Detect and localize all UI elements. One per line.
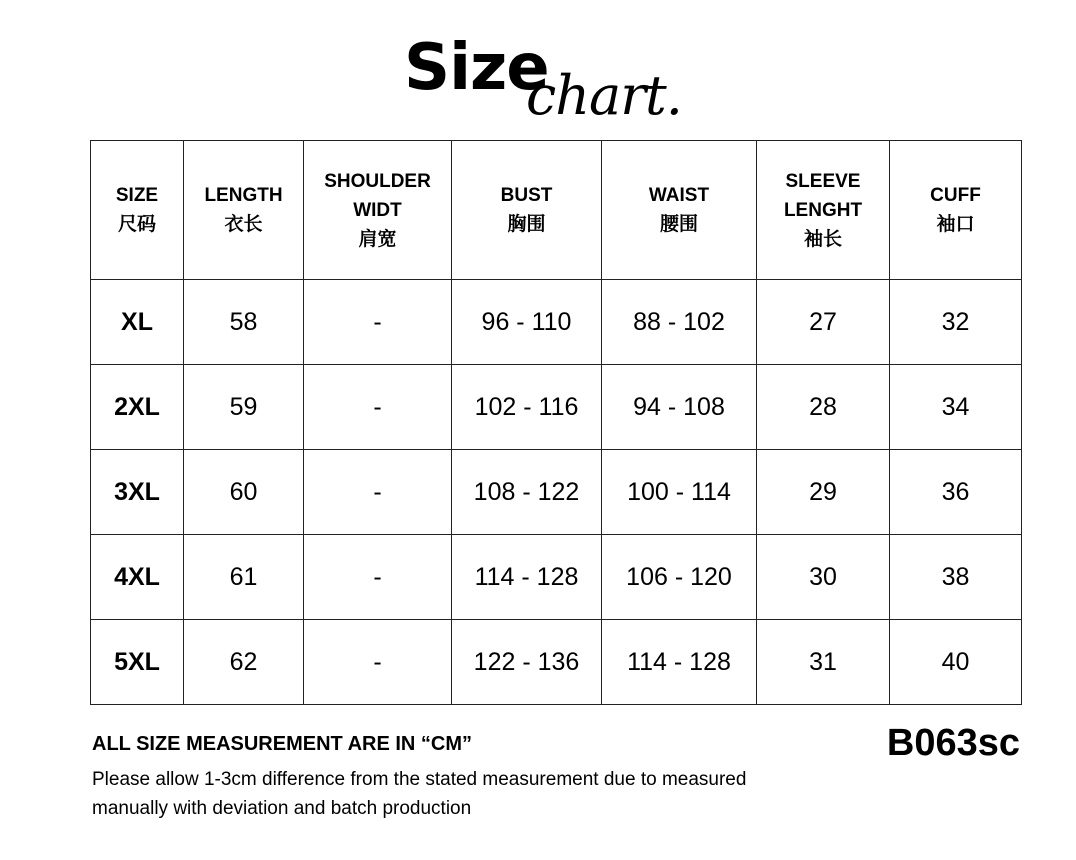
cell-waist: 114 - 128	[602, 620, 757, 705]
cell-shoulder-width: -	[304, 365, 452, 450]
cell-sleeve-length: 31	[757, 620, 890, 705]
cell-cuff: 32	[890, 280, 1022, 365]
header-sleeve-length: SLEEVE LENGHT 袖长	[757, 141, 890, 280]
table-row	[91, 620, 1022, 705]
cell-size: XL	[91, 280, 184, 365]
cell-shoulder-width: -	[304, 620, 452, 705]
units-note: ALL SIZE MEASUREMENT ARE IN “CM”	[92, 733, 473, 755]
cell-waist: 100 - 114	[602, 450, 757, 535]
cell-bust: 96 - 110	[452, 280, 602, 365]
header-size: SIZE 尺码	[91, 141, 184, 280]
header-shoulder-width: SHOULDER WIDT 肩宽	[304, 141, 452, 280]
cell-sleeve-length: 30	[757, 535, 890, 620]
cell-size: 5XL	[91, 620, 184, 705]
size-table	[90, 140, 1022, 705]
table-header-row	[91, 141, 1022, 280]
cell-size: 2XL	[91, 365, 184, 450]
cell-shoulder-width: -	[304, 535, 452, 620]
product-code: B063sc	[886, 722, 1020, 764]
table-row	[91, 365, 1022, 450]
footer-notes	[92, 731, 852, 823]
cell-cuff: 38	[890, 535, 1022, 620]
measurement-disclaimer: Please allow 1-3cm difference from the stated measurement due to measured manually with deviation and batch production	[92, 769, 747, 819]
cell-length: 59	[184, 365, 304, 450]
header-cuff: CUFF 袖口	[890, 141, 1022, 280]
cell-cuff: 40	[890, 620, 1022, 705]
header-waist: WAIST 腰围	[602, 141, 757, 280]
title-chart-word: chart.	[526, 64, 682, 127]
cell-length: 62	[184, 620, 304, 705]
size-chart-title	[0, 28, 1076, 138]
cell-size: 4XL	[91, 535, 184, 620]
cell-waist: 106 - 120	[602, 535, 757, 620]
cell-bust: 108 - 122	[452, 450, 602, 535]
cell-cuff: 36	[890, 450, 1022, 535]
cell-bust: 114 - 128	[452, 535, 602, 620]
cell-shoulder-width: -	[304, 450, 452, 535]
cell-shoulder-width: -	[304, 280, 452, 365]
table-row	[91, 450, 1022, 535]
cell-waist: 88 - 102	[602, 280, 757, 365]
cell-cuff: 34	[890, 365, 1022, 450]
cell-length: 60	[184, 450, 304, 535]
header-bust: BUST 胸围	[452, 141, 602, 280]
table-row	[91, 280, 1022, 365]
header-length: LENGTH 衣长	[184, 141, 304, 280]
cell-length: 61	[184, 535, 304, 620]
cell-sleeve-length: 27	[757, 280, 890, 365]
cell-sleeve-length: 29	[757, 450, 890, 535]
cell-waist: 94 - 108	[602, 365, 757, 450]
cell-length: 58	[184, 280, 304, 365]
cell-sleeve-length: 28	[757, 365, 890, 450]
title-size-word: Size	[404, 31, 549, 105]
cell-bust: 102 - 116	[452, 365, 602, 450]
cell-bust: 122 - 136	[452, 620, 602, 705]
cell-size: 3XL	[91, 450, 184, 535]
table-row	[91, 535, 1022, 620]
